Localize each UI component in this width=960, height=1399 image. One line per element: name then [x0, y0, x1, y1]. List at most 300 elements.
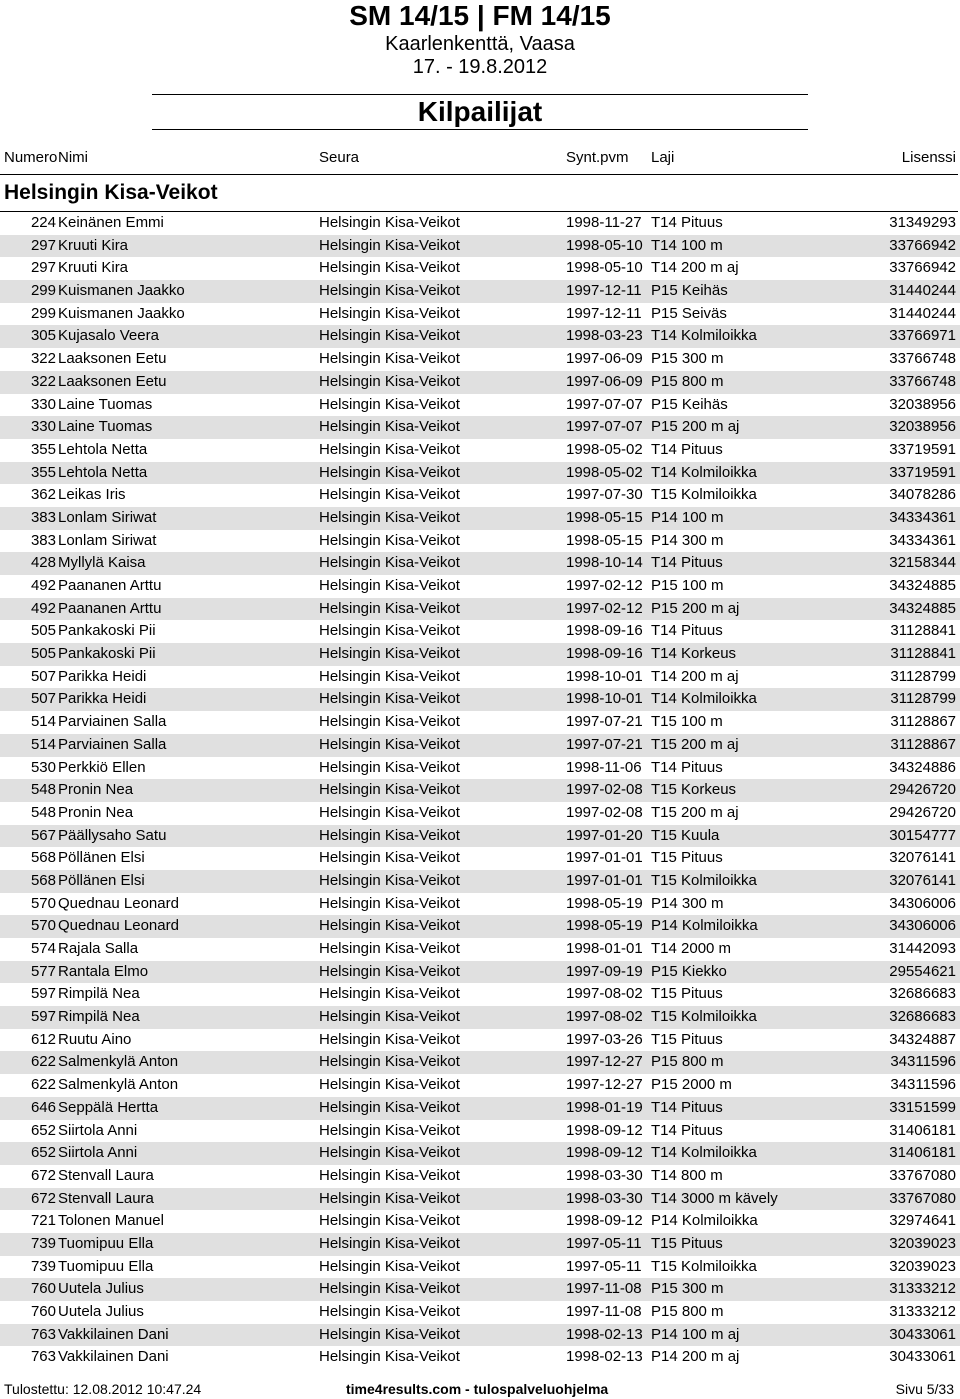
row-event: P14 Kolmiloikka	[651, 1212, 758, 1230]
row-club: Helsingin Kisa-Veikot	[319, 1076, 460, 1094]
row-birthdate: 1998-05-10	[566, 236, 643, 254]
row-name: Siirtola Anni	[58, 1144, 138, 1162]
row-birthdate: 1997-08-02	[566, 985, 643, 1003]
row-number: 739	[30, 1234, 56, 1252]
row-birthdate: 1998-11-27	[566, 214, 642, 231]
row-name: Uutela Julius	[58, 1303, 144, 1320]
row-number: 570	[30, 894, 56, 912]
row-license: 34334361	[889, 531, 956, 549]
row-event: P14 300 m	[651, 894, 724, 912]
table-row	[0, 1278, 960, 1301]
row-club: Helsingin Kisa-Veikot	[319, 1212, 460, 1230]
row-license: 31128841	[890, 622, 956, 640]
table-row	[0, 666, 960, 689]
row-name: Lehtola Netta	[58, 440, 148, 458]
table-row	[0, 1029, 960, 1052]
row-license: 34324886	[889, 758, 956, 776]
table-row	[0, 1006, 960, 1029]
row-license: 31128799	[890, 690, 956, 708]
table-row	[0, 1097, 960, 1120]
row-number: 355	[30, 440, 56, 458]
row-number: 492	[30, 599, 56, 617]
row-club: Helsingin Kisa-Veikot	[319, 645, 460, 663]
row-name: Kruuti Kira	[58, 259, 129, 277]
row-club: Helsingin Kisa-Veikot	[319, 985, 460, 1003]
row-event: T15 100 m	[651, 713, 723, 731]
row-number: 763	[30, 1348, 56, 1366]
row-birthdate: 1997-07-30	[566, 486, 643, 504]
row-club: Helsingin Kisa-Veikot	[319, 622, 460, 640]
row-license: 29554621	[889, 962, 956, 980]
row-number: 305	[30, 327, 56, 345]
row-birthdate: 1997-12-27	[566, 1053, 643, 1071]
table-row	[0, 280, 960, 303]
row-number: 567	[30, 826, 56, 844]
row-club: Helsingin Kisa-Veikot	[319, 259, 460, 277]
row-number: 362	[30, 486, 56, 504]
event-dates: 17. - 19.8.2012	[412, 56, 548, 78]
row-birthdate: 1997-07-07	[566, 418, 643, 436]
row-event: T15 Kuula	[651, 826, 720, 844]
row-birthdate: 1998-01-01	[566, 940, 643, 957]
row-name: Pankakoski Pii	[58, 645, 156, 663]
table-row	[0, 598, 960, 621]
row-event: T14 100 m	[651, 236, 723, 254]
row-birthdate: 1997-01-01	[566, 871, 643, 889]
row-license: 34324885	[889, 599, 956, 617]
row-event: P14 100 m	[651, 508, 724, 526]
row-number: 514	[30, 713, 56, 731]
row-number: 652	[30, 1121, 56, 1139]
row-license: 33151599	[889, 1098, 956, 1116]
row-license: 32158344	[889, 554, 956, 572]
row-number: 612	[30, 1030, 56, 1048]
row-number: 383	[30, 508, 56, 526]
row-club: Helsingin Kisa-Veikot	[319, 1189, 460, 1207]
row-number: 428	[30, 554, 56, 572]
row-number: 568	[30, 871, 56, 889]
row-event: T14 Pituus	[651, 440, 723, 458]
column-header-row	[0, 146, 960, 170]
row-birthdate: 1997-02-12	[566, 599, 643, 617]
table-row	[0, 643, 960, 666]
row-birthdate: 1998-05-19	[566, 917, 643, 935]
row-license: 33766942	[889, 236, 956, 254]
row-name: Salmenkylä Anton	[58, 1076, 179, 1094]
table-row	[0, 915, 960, 938]
row-club: Helsingin Kisa-Veikot	[319, 781, 460, 799]
row-club: Helsingin Kisa-Veikot	[319, 304, 460, 322]
table-row	[0, 1233, 960, 1256]
row-event: T15 Kolmiloikka	[651, 1257, 757, 1275]
row-license: 31406181	[889, 1121, 956, 1139]
row-event: T14 200 m aj	[651, 259, 739, 277]
row-license: 30154777	[889, 826, 956, 844]
row-number: 530	[30, 758, 56, 776]
row-event: P15 Seiväs	[651, 304, 727, 322]
row-license: 29426720	[889, 803, 956, 821]
row-number: 330	[30, 395, 56, 413]
row-number: 355	[30, 463, 56, 481]
row-name: Pöllänen Elsi	[58, 871, 145, 889]
row-license: 34311596	[890, 1076, 956, 1094]
row-number: 299	[30, 282, 56, 300]
table-row	[0, 983, 960, 1006]
row-birthdate: 1998-01-19	[566, 1098, 643, 1116]
row-number: 514	[30, 735, 56, 753]
row-club: Helsingin Kisa-Veikot	[319, 554, 460, 572]
row-event: P14 300 m	[651, 531, 724, 549]
row-name: Myllylä Kaisa	[58, 554, 146, 572]
row-number: 505	[30, 645, 56, 663]
row-license: 31128867	[890, 735, 956, 753]
row-event: T14 Kolmiloikka	[651, 327, 757, 345]
table-row	[0, 620, 960, 643]
software-credit: time4results.com - tulospalveluohjelma	[346, 1381, 609, 1397]
row-birthdate: 1998-03-23	[566, 327, 643, 345]
row-club: Helsingin Kisa-Veikot	[319, 282, 460, 300]
row-club: Helsingin Kisa-Veikot	[319, 1303, 460, 1320]
table-row	[0, 439, 960, 462]
row-name: Leikas Iris	[58, 486, 126, 504]
row-license: 34324885	[889, 577, 956, 594]
row-license: 29426720	[889, 781, 956, 799]
table-row	[0, 734, 960, 757]
table-row	[0, 1120, 960, 1143]
row-name: Paananen Arttu	[58, 577, 162, 594]
table-row	[0, 1301, 960, 1324]
row-birthdate: 1998-02-13	[566, 1325, 643, 1343]
row-name: Kuismanen Jaakko	[58, 282, 185, 300]
row-name: Siirtola Anni	[58, 1121, 138, 1139]
row-license: 34078286	[889, 486, 956, 504]
row-license: 31440244	[889, 304, 956, 322]
table-row	[0, 303, 960, 326]
row-number: 299	[30, 304, 56, 322]
table-row	[0, 1165, 960, 1188]
table-row	[0, 416, 960, 439]
table-row	[0, 847, 960, 870]
row-birthdate: 1998-10-14	[566, 554, 643, 572]
table-row	[0, 1346, 960, 1369]
row-event: T14 200 m aj	[651, 667, 739, 685]
row-name: Tuomipuu Ella	[58, 1234, 154, 1252]
row-club: Helsingin Kisa-Veikot	[319, 214, 460, 231]
row-name: Rajala Salla	[58, 940, 139, 957]
row-club: Helsingin Kisa-Veikot	[319, 1257, 460, 1275]
row-license: 33766748	[889, 350, 956, 368]
row-name: Parikka Heidi	[58, 690, 147, 708]
row-license: 33767080	[889, 1189, 956, 1207]
table-row	[0, 257, 960, 280]
row-number: 652	[30, 1144, 56, 1162]
row-license: 31128799	[890, 667, 956, 685]
row-club: Helsingin Kisa-Veikot	[319, 372, 460, 390]
col-name: Nimi	[58, 149, 88, 166]
row-event: T14 Kolmiloikka	[651, 1144, 757, 1162]
table-row	[0, 1074, 960, 1097]
table-row	[0, 1324, 960, 1347]
row-event: T14 3000 m kävely	[651, 1189, 778, 1207]
row-license: 31128867	[890, 713, 956, 731]
row-name: Uutela Julius	[58, 1280, 144, 1298]
row-birthdate: 1997-09-19	[566, 962, 643, 980]
table-row	[0, 1188, 960, 1211]
row-event: P14 100 m aj	[651, 1325, 740, 1343]
row-club: Helsingin Kisa-Veikot	[319, 1144, 460, 1162]
row-name: Parviainen Salla	[58, 713, 167, 731]
row-name: Laine Tuomas	[58, 418, 153, 436]
table-row	[0, 325, 960, 348]
row-event: P15 Keihäs	[651, 282, 728, 300]
row-number: 297	[30, 236, 56, 254]
row-club: Helsingin Kisa-Veikot	[319, 871, 460, 889]
row-license: 33766971	[889, 327, 956, 345]
row-birthdate: 1997-08-02	[566, 1008, 643, 1026]
row-name: Parviainen Salla	[58, 735, 167, 753]
table-row	[0, 552, 960, 575]
row-birthdate: 1998-09-16	[566, 645, 643, 663]
row-name: Kruuti Kira	[58, 236, 129, 254]
row-number: 760	[30, 1303, 56, 1320]
table-row	[0, 893, 960, 916]
row-event: T15 Pituus	[651, 849, 723, 867]
row-event: P15 100 m	[651, 577, 724, 594]
row-club: Helsingin Kisa-Veikot	[319, 1280, 460, 1298]
row-club: Helsingin Kisa-Veikot	[319, 1008, 460, 1026]
row-club: Helsingin Kisa-Veikot	[319, 1166, 460, 1184]
table-row	[0, 462, 960, 485]
row-event: P15 200 m aj	[651, 599, 740, 617]
row-number: 570	[30, 917, 56, 935]
row-name: Salmenkylä Anton	[58, 1053, 179, 1071]
row-birthdate: 1997-12-27	[566, 1076, 643, 1094]
row-license: 32038956	[889, 418, 956, 436]
row-license: 32039023	[889, 1234, 956, 1252]
table-row	[0, 1210, 960, 1233]
row-event: T14 Pituus	[651, 1098, 723, 1116]
row-club: Helsingin Kisa-Veikot	[319, 894, 460, 912]
row-club: Helsingin Kisa-Veikot	[319, 1348, 460, 1366]
row-club: Helsingin Kisa-Veikot	[319, 440, 460, 458]
row-license: 33766942	[889, 259, 956, 277]
row-club: Helsingin Kisa-Veikot	[319, 577, 460, 594]
row-number: 330	[30, 418, 56, 436]
row-event: T14 Pituus	[651, 758, 723, 776]
row-event: T14 Pituus	[651, 1121, 723, 1139]
row-birthdate: 1998-10-01	[566, 690, 643, 708]
row-number: 760	[30, 1280, 56, 1298]
row-number: 505	[30, 622, 56, 640]
row-name: Kuismanen Jaakko	[58, 304, 185, 322]
table-row	[0, 507, 960, 530]
row-birthdate: 1997-11-08	[566, 1303, 642, 1320]
row-name: Päällysaho Satu	[58, 826, 167, 844]
row-club: Helsingin Kisa-Veikot	[319, 236, 460, 254]
table-row	[0, 757, 960, 780]
printed-timestamp: Tulostettu: 12.08.2012 10:47.24	[4, 1381, 202, 1397]
row-birthdate: 1998-05-02	[566, 440, 643, 458]
table-row	[0, 870, 960, 893]
row-name: Rimpilä Nea	[58, 1008, 140, 1026]
section-title: Kilpailijat	[152, 94, 808, 130]
row-number: 548	[30, 803, 56, 821]
row-number: 568	[30, 849, 56, 867]
row-name: Vakkilainen Dani	[58, 1348, 169, 1366]
row-license: 32974641	[889, 1212, 956, 1230]
row-event: P15 800 m	[651, 372, 724, 390]
row-birthdate: 1998-09-16	[566, 622, 643, 640]
row-number: 672	[30, 1189, 56, 1207]
row-birthdate: 1997-06-09	[566, 350, 643, 368]
row-license: 32076141	[889, 849, 956, 867]
row-event: T15 Korkeus	[651, 781, 737, 799]
row-number: 739	[30, 1257, 56, 1275]
row-birthdate: 1998-05-19	[566, 894, 643, 912]
row-birthdate: 1997-02-08	[566, 781, 643, 799]
row-club: Helsingin Kisa-Veikot	[319, 1098, 460, 1116]
row-event: T15 Kolmiloikka	[651, 1008, 757, 1026]
row-birthdate: 1997-07-21	[566, 735, 643, 753]
row-event: T14 Kolmiloikka	[651, 463, 757, 481]
row-event: P15 Kiekko	[651, 962, 727, 980]
table-row	[0, 711, 960, 734]
row-club: Helsingin Kisa-Veikot	[319, 667, 460, 685]
row-birthdate: 1997-11-08	[566, 1280, 642, 1298]
row-event: P15 200 m aj	[651, 418, 740, 436]
row-number: 492	[30, 577, 56, 594]
row-birthdate: 1997-07-07	[566, 395, 643, 413]
row-club: Helsingin Kisa-Veikot	[319, 940, 460, 957]
row-license: 31440244	[889, 282, 956, 300]
table-row	[0, 575, 960, 598]
row-event: P14 Kolmiloikka	[651, 917, 758, 935]
club-group-title: Helsingin Kisa-Veikot	[4, 181, 218, 204]
row-birthdate: 1998-02-13	[566, 1348, 643, 1366]
row-license: 34324887	[889, 1030, 956, 1048]
page-footer	[0, 1380, 960, 1399]
row-event: T14 2000 m	[651, 940, 732, 957]
row-event: T14 Pituus	[651, 554, 723, 572]
row-birthdate: 1997-03-26	[566, 1030, 643, 1048]
table-row	[0, 348, 960, 371]
row-club: Helsingin Kisa-Veikot	[319, 327, 460, 345]
row-event: T14 800 m	[651, 1166, 723, 1184]
row-license: 30433061	[889, 1325, 956, 1343]
row-name: Lonlam Siriwat	[58, 531, 157, 549]
row-birthdate: 1998-09-12	[566, 1212, 643, 1230]
row-club: Helsingin Kisa-Veikot	[319, 350, 460, 368]
row-birthdate: 1998-09-12	[566, 1144, 643, 1162]
row-number: 574	[30, 940, 56, 957]
row-number: 507	[30, 690, 56, 708]
table-row	[0, 371, 960, 394]
row-name: Seppälä Hertta	[58, 1098, 159, 1116]
row-birthdate: 1997-01-01	[566, 849, 643, 867]
row-name: Tolonen Manuel	[58, 1212, 164, 1230]
row-license: 34334361	[889, 508, 956, 526]
row-club: Helsingin Kisa-Veikot	[319, 758, 460, 776]
row-birthdate: 1998-03-30	[566, 1166, 643, 1184]
row-birthdate: 1998-05-02	[566, 463, 643, 481]
row-event: P14 200 m aj	[651, 1348, 740, 1366]
table-row	[0, 961, 960, 984]
row-event: T14 Pituus	[651, 622, 723, 640]
table-row	[0, 394, 960, 417]
table-row	[0, 212, 960, 235]
row-name: Keinänen Emmi	[58, 214, 164, 231]
row-license: 31442093	[889, 940, 956, 957]
row-club: Helsingin Kisa-Veikot	[319, 531, 460, 549]
row-name: Lehtola Netta	[58, 463, 148, 481]
row-name: Pronin Nea	[58, 781, 134, 799]
row-birthdate: 1998-10-01	[566, 667, 643, 685]
row-event: P15 300 m	[651, 1280, 724, 1298]
row-birthdate: 1997-01-20	[566, 826, 643, 844]
row-name: Pöllänen Elsi	[58, 849, 145, 867]
row-number: 548	[30, 781, 56, 799]
row-number: 672	[30, 1166, 56, 1184]
row-birthdate: 1997-02-08	[566, 803, 643, 821]
row-club: Helsingin Kisa-Veikot	[319, 735, 460, 753]
row-birthdate: 1998-05-15	[566, 508, 643, 526]
row-club: Helsingin Kisa-Veikot	[319, 1325, 460, 1343]
table-row	[0, 802, 960, 825]
row-license: 33767080	[889, 1166, 956, 1184]
row-name: Tuomipuu Ella	[58, 1257, 154, 1275]
table-row	[0, 1142, 960, 1165]
table-row	[0, 1051, 960, 1074]
row-name: Lonlam Siriwat	[58, 508, 157, 526]
row-event: T15 200 m aj	[651, 803, 739, 821]
row-number: 597	[30, 1008, 56, 1026]
row-name: Perkkiö Ellen	[58, 758, 146, 776]
row-birthdate: 1997-06-09	[566, 372, 643, 390]
row-event: P15 2000 m	[651, 1076, 732, 1094]
row-club: Helsingin Kisa-Veikot	[319, 1030, 460, 1048]
row-license: 31406181	[889, 1144, 956, 1162]
table-row	[0, 530, 960, 553]
row-club: Helsingin Kisa-Veikot	[319, 395, 460, 413]
row-name: Quednau Leonard	[58, 894, 179, 912]
row-number: 297	[30, 259, 56, 277]
row-name: Rantala Elmo	[58, 962, 149, 980]
row-license: 30433061	[889, 1348, 956, 1366]
row-name: Laaksonen Eetu	[58, 372, 167, 390]
row-name: Laaksonen Eetu	[58, 350, 167, 368]
row-license: 33719591	[889, 463, 956, 481]
row-club: Helsingin Kisa-Veikot	[319, 826, 460, 844]
row-name: Kujasalo Veera	[58, 327, 159, 345]
row-number: 622	[30, 1076, 56, 1094]
row-club: Helsingin Kisa-Veikot	[319, 962, 460, 980]
row-birthdate: 1997-02-12	[566, 577, 643, 594]
page-number: Sivu 5/33	[895, 1381, 954, 1397]
row-license: 31333212	[889, 1303, 956, 1320]
row-birthdate: 1998-11-06	[566, 758, 642, 776]
table-row	[0, 825, 960, 848]
row-birthdate: 1997-12-11	[566, 304, 642, 322]
row-event: T15 Pituus	[651, 1030, 723, 1048]
col-event: Laji	[651, 149, 675, 166]
row-birthdate: 1998-05-15	[566, 531, 643, 549]
table-row	[0, 938, 960, 961]
row-license: 32039023	[889, 1257, 956, 1275]
row-club: Helsingin Kisa-Veikot	[319, 486, 460, 504]
row-name: Stenvall Laura	[58, 1189, 154, 1207]
row-number: 597	[30, 985, 56, 1003]
row-number: 763	[30, 1325, 56, 1343]
